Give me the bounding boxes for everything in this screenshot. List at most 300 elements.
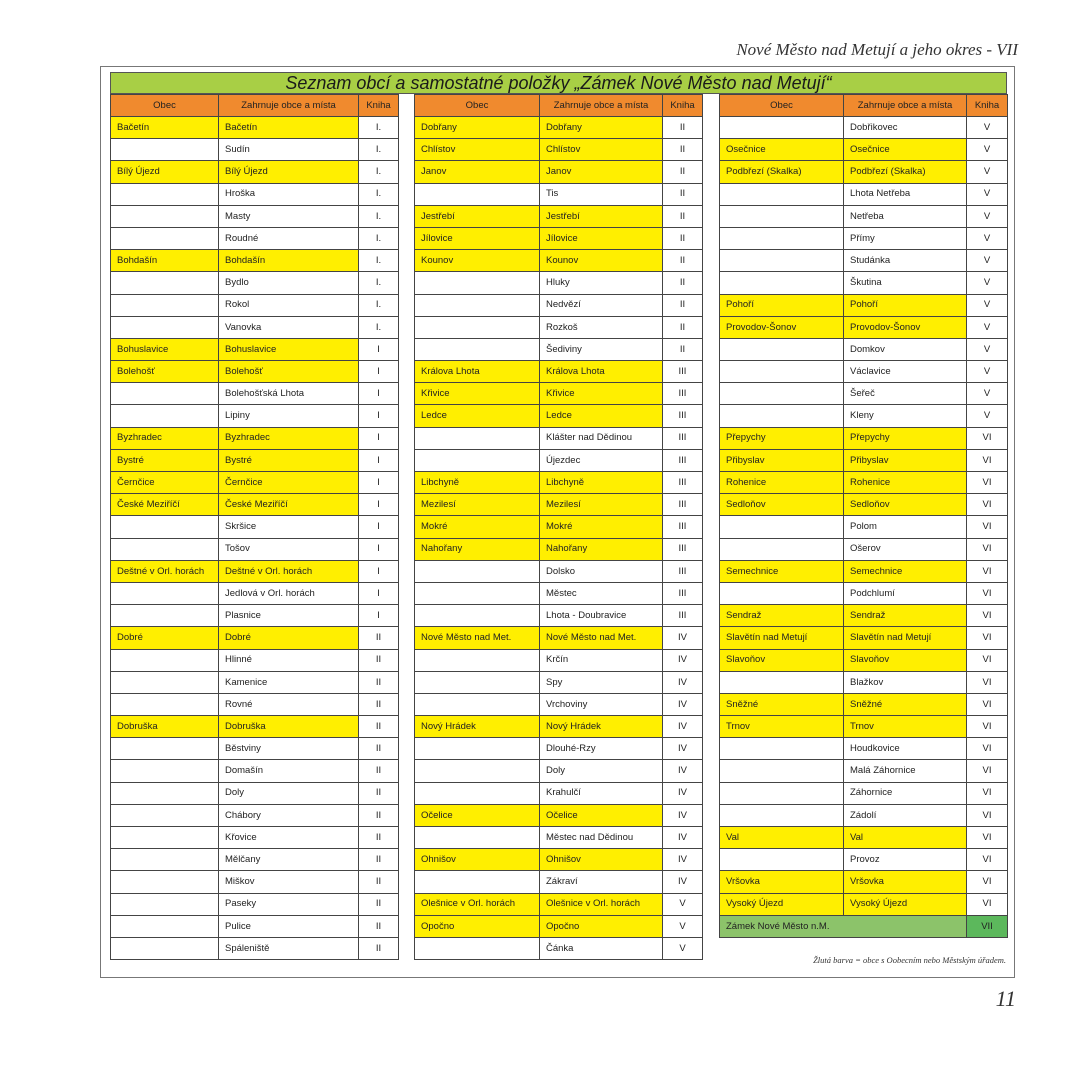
- kniha-cell: VI: [967, 649, 1008, 671]
- kniha-cell: III: [663, 361, 703, 383]
- table-row: [415, 250, 703, 272]
- table-row: [415, 649, 703, 671]
- kniha-cell: II: [359, 827, 399, 849]
- table-row: [415, 671, 703, 693]
- table-row: [415, 227, 703, 249]
- obec-cell: Mezilesí: [415, 494, 540, 516]
- obec-cell: [415, 871, 540, 893]
- obec-cell: [415, 649, 540, 671]
- obec-cell: Slavětín nad Metují: [720, 627, 844, 649]
- obec-cell: Křivice: [415, 383, 540, 405]
- kniha-cell: IV: [663, 871, 703, 893]
- zahrnuje-cell: Sedloňov: [844, 494, 967, 516]
- zahrnuje-cell: Městec nad Dědinou: [540, 827, 663, 849]
- zahrnuje-cell: Bohuslavice: [219, 338, 359, 360]
- obec-cell: Bílý Újezd: [111, 161, 219, 183]
- obec-cell: [111, 760, 219, 782]
- zahrnuje-cell: Lipiny: [219, 405, 359, 427]
- zahrnuje-cell: Zádolí: [844, 804, 967, 826]
- table-row: [111, 804, 399, 826]
- obec-cell: Bystré: [111, 449, 219, 471]
- castle-name-cell: Zámek Nové Město n.M.: [720, 915, 967, 937]
- obec-cell: [111, 183, 219, 205]
- zahrnuje-cell: Sudín: [219, 139, 359, 161]
- zahrnuje-cell: Netřeba: [844, 205, 967, 227]
- obec-cell: [720, 538, 844, 560]
- zahrnuje-cell: Byzhradec: [219, 427, 359, 449]
- kniha-cell: I.: [359, 205, 399, 227]
- zahrnuje-cell: Masty: [219, 205, 359, 227]
- kniha-cell: II: [359, 804, 399, 826]
- table-row: [415, 738, 703, 760]
- zahrnuje-cell: Hluky: [540, 272, 663, 294]
- zahrnuje-cell: Opočno: [540, 915, 663, 937]
- table-row: [111, 716, 399, 738]
- kniha-cell: I: [359, 582, 399, 604]
- kniha-cell: II: [359, 760, 399, 782]
- table-row: [111, 760, 399, 782]
- table-row: [720, 871, 1008, 893]
- kniha-cell: II: [359, 849, 399, 871]
- obec-cell: [720, 804, 844, 826]
- table-row: [111, 338, 399, 360]
- kniha-cell: IV: [663, 738, 703, 760]
- zahrnuje-cell: Nový Hrádek: [540, 716, 663, 738]
- kniha-cell: III: [663, 427, 703, 449]
- kniha-cell: II: [663, 338, 703, 360]
- obec-cell: Jílovice: [415, 227, 540, 249]
- table-row: [111, 405, 399, 427]
- zahrnuje-cell: Blažkov: [844, 671, 967, 693]
- obec-cell: Přibyslav: [720, 449, 844, 471]
- zahrnuje-cell: Dobré: [219, 627, 359, 649]
- obec-cell: Ledce: [415, 405, 540, 427]
- obec-cell: [415, 760, 540, 782]
- zahrnuje-cell: Janov: [540, 161, 663, 183]
- kniha-cell: II: [663, 139, 703, 161]
- kniha-cell: V: [967, 139, 1008, 161]
- col-header-kniha: Kniha: [359, 95, 399, 117]
- table-row: [111, 361, 399, 383]
- zahrnuje-cell: Václavice: [844, 361, 967, 383]
- obec-cell: [415, 782, 540, 804]
- col-header-obec: Obec: [111, 95, 219, 117]
- kniha-cell: V: [663, 937, 703, 959]
- table-row: [111, 605, 399, 627]
- table-row: [111, 915, 399, 937]
- kniha-cell: VI: [967, 893, 1008, 915]
- obec-cell: [111, 893, 219, 915]
- table-row: [111, 937, 399, 959]
- table-row: [720, 250, 1008, 272]
- table-row: [415, 361, 703, 383]
- kniha-cell: V: [663, 915, 703, 937]
- kniha-cell: II: [359, 627, 399, 649]
- table-row: [415, 893, 703, 915]
- zahrnuje-cell: Vanovka: [219, 316, 359, 338]
- zahrnuje-cell: Běstviny: [219, 738, 359, 760]
- kniha-cell: IV: [663, 782, 703, 804]
- kniha-cell: II: [359, 738, 399, 760]
- table-row: [111, 582, 399, 604]
- table-row: [720, 671, 1008, 693]
- kniha-cell: VI: [967, 472, 1008, 494]
- kniha-cell: VI: [967, 427, 1008, 449]
- kniha-cell: V: [967, 338, 1008, 360]
- kniha-cell: III: [663, 516, 703, 538]
- table-row: [415, 693, 703, 715]
- zahrnuje-cell: Bolehošť: [219, 361, 359, 383]
- obec-cell: [415, 427, 540, 449]
- kniha-cell: V: [967, 161, 1008, 183]
- zahrnuje-cell: Klášter nad Dědinou: [540, 427, 663, 449]
- kniha-cell: I.: [359, 161, 399, 183]
- zahrnuje-cell: Rohenice: [844, 472, 967, 494]
- obec-cell: [111, 205, 219, 227]
- kniha-cell: VI: [967, 449, 1008, 471]
- obec-cell: Sedloňov: [720, 494, 844, 516]
- obec-cell: Val: [720, 827, 844, 849]
- kniha-cell: VI: [967, 804, 1008, 826]
- kniha-cell: V: [967, 117, 1008, 139]
- kniha-cell: I: [359, 405, 399, 427]
- obec-cell: [415, 294, 540, 316]
- zahrnuje-cell: Dlouhé-Rzy: [540, 738, 663, 760]
- kniha-cell: III: [663, 383, 703, 405]
- table-row: [111, 472, 399, 494]
- page-number: 11: [995, 986, 1016, 1011]
- kniha-cell: VI: [967, 849, 1008, 871]
- kniha-cell: IV: [663, 627, 703, 649]
- zahrnuje-cell: Rokol: [219, 294, 359, 316]
- table-row: [415, 405, 703, 427]
- table-row: [720, 205, 1008, 227]
- kniha-cell: VI: [967, 760, 1008, 782]
- kniha-cell: IV: [663, 849, 703, 871]
- zahrnuje-cell: Paseky: [219, 893, 359, 915]
- zahrnuje-cell: Jedlová v Orl. horách: [219, 582, 359, 604]
- zahrnuje-cell: Hroška: [219, 183, 359, 205]
- obec-cell: [720, 405, 844, 427]
- zahrnuje-cell: Dobruška: [219, 716, 359, 738]
- zahrnuje-cell: Škutina: [844, 272, 967, 294]
- zahrnuje-cell: Podbřezí (Skalka): [844, 161, 967, 183]
- kniha-cell: II: [359, 915, 399, 937]
- kniha-cell: I: [359, 472, 399, 494]
- table-row: [415, 627, 703, 649]
- table-row: [415, 915, 703, 937]
- obec-cell: Očelice: [415, 804, 540, 826]
- kniha-cell: I.: [359, 183, 399, 205]
- table-row: [720, 427, 1008, 449]
- zahrnuje-cell: Krahulčí: [540, 782, 663, 804]
- zahrnuje-cell: Bydlo: [219, 272, 359, 294]
- obec-cell: [111, 582, 219, 604]
- kniha-cell: II: [359, 649, 399, 671]
- zahrnuje-cell: Nové Město nad Met.: [540, 627, 663, 649]
- obec-cell: [720, 516, 844, 538]
- kniha-cell: I.: [359, 227, 399, 249]
- zahrnuje-cell: Provoz: [844, 849, 967, 871]
- zahrnuje-cell: Očelice: [540, 804, 663, 826]
- obec-cell: Semechnice: [720, 560, 844, 582]
- obec-cell: Sněžné: [720, 693, 844, 715]
- zahrnuje-cell: Přibyslav: [844, 449, 967, 471]
- zahrnuje-cell: Olešnice v Orl. horách: [540, 893, 663, 915]
- zahrnuje-cell: Bílý Újezd: [219, 161, 359, 183]
- obec-cell: Provodov-Šonov: [720, 316, 844, 338]
- table-row: [720, 782, 1008, 804]
- kniha-cell: I: [359, 516, 399, 538]
- kniha-cell: IV: [663, 671, 703, 693]
- table-row: [415, 760, 703, 782]
- kniha-cell: II: [359, 693, 399, 715]
- zahrnuje-cell: Jílovice: [540, 227, 663, 249]
- kniha-cell: VI: [967, 782, 1008, 804]
- table-row: [720, 117, 1008, 139]
- table-row: [415, 383, 703, 405]
- zahrnuje-cell: Šediviny: [540, 338, 663, 360]
- zahrnuje-cell: Kounov: [540, 250, 663, 272]
- kniha-cell: II: [359, 671, 399, 693]
- zahrnuje-cell: Vršovka: [844, 871, 967, 893]
- kniha-cell: VI: [967, 627, 1008, 649]
- obec-cell: [415, 937, 540, 959]
- obec-cell: Osečnice: [720, 139, 844, 161]
- obec-cell: [415, 582, 540, 604]
- obec-cell: [415, 693, 540, 715]
- obec-cell: [720, 671, 844, 693]
- running-header: Nové Město nad Metují a jeho okres - VII: [736, 40, 1018, 59]
- table-row: [720, 449, 1008, 471]
- zahrnuje-cell: Krčín: [540, 649, 663, 671]
- obec-cell: Byzhradec: [111, 427, 219, 449]
- obec-cell: [111, 782, 219, 804]
- table-row: [415, 582, 703, 604]
- zahrnuje-cell: Černčice: [219, 472, 359, 494]
- zahrnuje-cell: Dobřikovec: [844, 117, 967, 139]
- kniha-cell: III: [663, 405, 703, 427]
- obec-cell: [111, 671, 219, 693]
- obec-cell: [720, 782, 844, 804]
- obec-cell: [415, 827, 540, 849]
- col-header-kniha: Kniha: [967, 95, 1008, 117]
- obec-cell: [415, 272, 540, 294]
- kniha-cell: VI: [967, 494, 1008, 516]
- zahrnuje-cell: České Meziříčí: [219, 494, 359, 516]
- table-row: [415, 117, 703, 139]
- obec-cell: Bohdašín: [111, 250, 219, 272]
- zahrnuje-cell: Val: [844, 827, 967, 849]
- zahrnuje-cell: Doly: [540, 760, 663, 782]
- zahrnuje-cell: Újezdec: [540, 449, 663, 471]
- kniha-cell: VI: [967, 693, 1008, 715]
- table-row: [415, 427, 703, 449]
- zahrnuje-cell: Tis: [540, 183, 663, 205]
- table-row: [111, 649, 399, 671]
- zahrnuje-cell: Čánka: [540, 937, 663, 959]
- obec-cell: [415, 183, 540, 205]
- table-row: [415, 560, 703, 582]
- obec-cell: Chlístov: [415, 139, 540, 161]
- obec-cell: Jestřebí: [415, 205, 540, 227]
- kniha-cell: I.: [359, 294, 399, 316]
- obec-cell: [111, 827, 219, 849]
- kniha-cell: I: [359, 383, 399, 405]
- zahrnuje-cell: Rozkoš: [540, 316, 663, 338]
- table-row: [111, 871, 399, 893]
- table-row: [720, 516, 1008, 538]
- obec-cell: [720, 738, 844, 760]
- zahrnuje-cell: Přímy: [844, 227, 967, 249]
- zahrnuje-cell: Mělčany: [219, 849, 359, 871]
- table-row: [111, 849, 399, 871]
- obec-cell: [720, 760, 844, 782]
- col-header-obec: Obec: [720, 95, 844, 117]
- zahrnuje-cell: Hlinné: [219, 649, 359, 671]
- zahrnuje-cell: Ošerov: [844, 538, 967, 560]
- table-row: [111, 560, 399, 582]
- table-row: [720, 760, 1008, 782]
- obec-cell: [111, 294, 219, 316]
- kniha-cell: I.: [359, 250, 399, 272]
- kniha-cell: II: [663, 294, 703, 316]
- table-row: [415, 516, 703, 538]
- table-row: [720, 338, 1008, 360]
- zahrnuje-cell: Chábory: [219, 804, 359, 826]
- kniha-cell: IV: [663, 649, 703, 671]
- obec-cell: [720, 205, 844, 227]
- kniha-cell: II: [663, 250, 703, 272]
- zahrnuje-cell: Šeřeč: [844, 383, 967, 405]
- zahrnuje-cell: Studánka: [844, 250, 967, 272]
- table-row: [720, 716, 1008, 738]
- zahrnuje-cell: Skršice: [219, 516, 359, 538]
- obec-cell: [111, 738, 219, 760]
- kniha-cell: V: [967, 205, 1008, 227]
- zahrnuje-cell: Kleny: [844, 405, 967, 427]
- table-row: [111, 227, 399, 249]
- table-row: [720, 361, 1008, 383]
- table-row: [720, 139, 1008, 161]
- kniha-cell: III: [663, 560, 703, 582]
- kniha-cell: II: [663, 316, 703, 338]
- kniha-cell: VI: [967, 605, 1008, 627]
- kniha-cell: II: [663, 205, 703, 227]
- obec-cell: [111, 649, 219, 671]
- obec-cell: Podbřezí (Skalka): [720, 161, 844, 183]
- obec-cell: [415, 316, 540, 338]
- zahrnuje-cell: Ledce: [540, 405, 663, 427]
- kniha-cell: II: [359, 893, 399, 915]
- zahrnuje-cell: Zákraví: [540, 871, 663, 893]
- table-row: [720, 849, 1008, 871]
- zahrnuje-cell: Bačetín: [219, 117, 359, 139]
- kniha-cell: IV: [663, 760, 703, 782]
- table-row: [111, 738, 399, 760]
- obec-cell: [111, 139, 219, 161]
- zahrnuje-cell: Rovné: [219, 693, 359, 715]
- table-row: [111, 893, 399, 915]
- zahrnuje-cell: Pohoří: [844, 294, 967, 316]
- zahrnuje-cell: Tošov: [219, 538, 359, 560]
- kniha-cell: I.: [359, 272, 399, 294]
- obec-cell: Nové Město nad Met.: [415, 627, 540, 649]
- obec-cell: [720, 250, 844, 272]
- zahrnuje-cell: Roudné: [219, 227, 359, 249]
- table-row: [720, 560, 1008, 582]
- kniha-cell: III: [663, 494, 703, 516]
- zahrnuje-cell: Trnov: [844, 716, 967, 738]
- table-column-3: [719, 94, 1008, 938]
- obec-cell: Dobruška: [111, 716, 219, 738]
- obec-cell: [720, 117, 844, 139]
- obec-cell: Vysoký Újezd: [720, 893, 844, 915]
- zahrnuje-cell: Domašín: [219, 760, 359, 782]
- castle-kniha-cell: VII: [967, 915, 1008, 937]
- zahrnuje-cell: Kamenice: [219, 671, 359, 693]
- kniha-cell: I: [359, 560, 399, 582]
- obec-cell: Bohuslavice: [111, 338, 219, 360]
- obec-cell: [111, 383, 219, 405]
- zahrnuje-cell: Bolehošťská Lhota: [219, 383, 359, 405]
- obec-cell: Nový Hrádek: [415, 716, 540, 738]
- castle-row: [720, 915, 1008, 937]
- obec-cell: Vršovka: [720, 871, 844, 893]
- zahrnuje-cell: Dobřany: [540, 117, 663, 139]
- table-row: [720, 472, 1008, 494]
- obec-cell: Bačetín: [111, 117, 219, 139]
- zahrnuje-cell: Králova Lhota: [540, 361, 663, 383]
- col-header-obec: Obec: [415, 95, 540, 117]
- kniha-cell: II: [663, 117, 703, 139]
- obec-cell: Přepychy: [720, 427, 844, 449]
- table-row: [720, 649, 1008, 671]
- obec-cell: [111, 871, 219, 893]
- obec-cell: [720, 849, 844, 871]
- zahrnuje-cell: Libchyně: [540, 472, 663, 494]
- zahrnuje-cell: Vrchoviny: [540, 693, 663, 715]
- obec-cell: [415, 449, 540, 471]
- zahrnuje-cell: Houdkovice: [844, 738, 967, 760]
- zahrnuje-cell: Sněžné: [844, 693, 967, 715]
- kniha-cell: VI: [967, 738, 1008, 760]
- table-row: [720, 738, 1008, 760]
- kniha-cell: V: [663, 893, 703, 915]
- kniha-cell: V: [967, 272, 1008, 294]
- col-header-zahrnuje: Zahrnuje obce a místa: [844, 95, 967, 117]
- zahrnuje-cell: Semechnice: [844, 560, 967, 582]
- table-row: [720, 316, 1008, 338]
- table-row: [415, 161, 703, 183]
- kniha-cell: IV: [663, 693, 703, 715]
- table-row: [720, 227, 1008, 249]
- obec-cell: [720, 227, 844, 249]
- table-row: [720, 161, 1008, 183]
- kniha-cell: I.: [359, 117, 399, 139]
- kniha-cell: IV: [663, 716, 703, 738]
- obec-cell: [111, 316, 219, 338]
- table-row: [720, 827, 1008, 849]
- table-row: [720, 627, 1008, 649]
- table-row: [111, 627, 399, 649]
- obec-cell: Rohenice: [720, 472, 844, 494]
- kniha-cell: V: [967, 227, 1008, 249]
- table-row: [720, 693, 1008, 715]
- obec-cell: Pohoří: [720, 294, 844, 316]
- table-row: [415, 494, 703, 516]
- table-row: [111, 183, 399, 205]
